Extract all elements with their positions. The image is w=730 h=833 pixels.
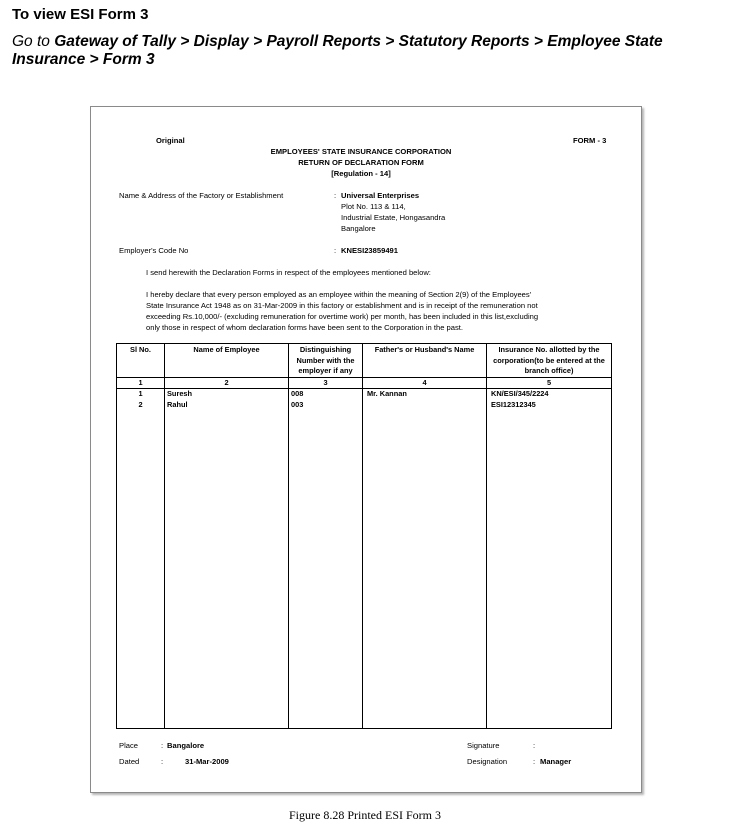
address-label: Name & Address of the Factory or Establishment [119,191,284,200]
nav-path: Gateway of Tally > Display > Payroll Reports > Statutory Reports > Employee State Insurance > Form 3 [12,33,663,68]
place-value: Bangalore [167,741,205,750]
cell-distinguishing-number: 008 [291,389,304,398]
address-line: Plot No. 113 & 114, [341,202,406,211]
signature-label: Signature [467,741,500,750]
declaration-line: exceeding Rs.10,000/- (excluding remuneration for overtime work) per month, has been included in this list,excluding [146,312,539,321]
company-name: Universal Enterprises [341,191,420,200]
form-title-2: RETURN OF DECLARATION FORM [298,158,424,167]
declaration-line: only those in respect of whom declaration forms have been sent to the Corporation in the past. [146,323,464,332]
cell-father-name: Mr. Kannan [367,389,407,398]
designation-label: Designation [467,757,508,766]
address-line: Industrial Estate, Hongasandra [341,213,446,222]
place-label: Place [119,741,138,750]
employee-table [116,343,612,729]
code-separator: : [334,246,337,255]
form-title-3: [Regulation - 14] [331,169,391,178]
header-father-husband-name: Father's or Husband's Name [374,345,475,354]
column-number: 3 [323,378,328,387]
column-number: 2 [224,378,229,387]
designation-separator: : [533,757,536,766]
column-number: 1 [138,378,143,387]
cell-insurance-no: ESI12312345 [491,400,536,409]
form-number: FORM - 3 [573,136,607,145]
dated-separator: : [161,757,164,766]
declaration-line: State Insurance Act 1948 as on 31-Mar-2009 in this factory or establishment and is in receipt of the remuneration not [146,301,538,310]
figure-caption: Figure 8.28 Printed ESI Form 3 [289,808,441,822]
copy-label: Original [156,136,185,145]
page-heading: To view ESI Form 3 [12,6,149,23]
declaration-line: I hereby declare that every person employed as an employee within the meaning of Section 2(9) of the Employees' [146,290,532,299]
column-divider [164,344,165,728]
column-number: 5 [546,378,552,387]
esi-form-3-printout [90,106,642,793]
nav-prefix: Go to [12,33,50,50]
designation-value: Manager [540,757,572,766]
column-divider [362,344,363,728]
cell-insurance-no: KN/ESI/345/2224 [491,389,549,398]
column-divider [486,344,487,728]
signature-separator: : [533,741,536,750]
employer-code-label: Employer's Code No [119,246,189,255]
cell-employee-name: Suresh [167,389,193,398]
header-sl-no: Sl No. [130,345,151,354]
cell-sl-no: 2 [138,400,143,409]
column-number: 4 [422,378,427,387]
header-insurance-no: Insurance No. allotted by the corporation(to be entered at the branch office) [493,345,605,375]
column-divider [288,344,289,728]
cell-sl-no: 1 [138,389,143,398]
form-title-1: EMPLOYEES' STATE INSURANCE CORPORATION [270,147,452,156]
intro-text: I send herewith the Declaration Forms in respect of the employees mentioned below: [146,268,431,277]
dated-label: Dated [119,757,140,766]
employer-code-value: KNESI23859491 [341,246,398,255]
place-separator: : [161,741,164,750]
address-line: Bangalore [341,224,376,233]
header-employee-name: Name of Employee [193,345,260,354]
cell-distinguishing-number: 003 [291,400,304,409]
address-separator: : [334,191,337,200]
navigation-path [12,33,724,69]
header-distinguishing-number: Distinguishing Number with the employer if any [296,345,355,375]
dated-value: 31-Mar-2009 [185,757,229,766]
cell-employee-name: Rahul [167,400,188,409]
